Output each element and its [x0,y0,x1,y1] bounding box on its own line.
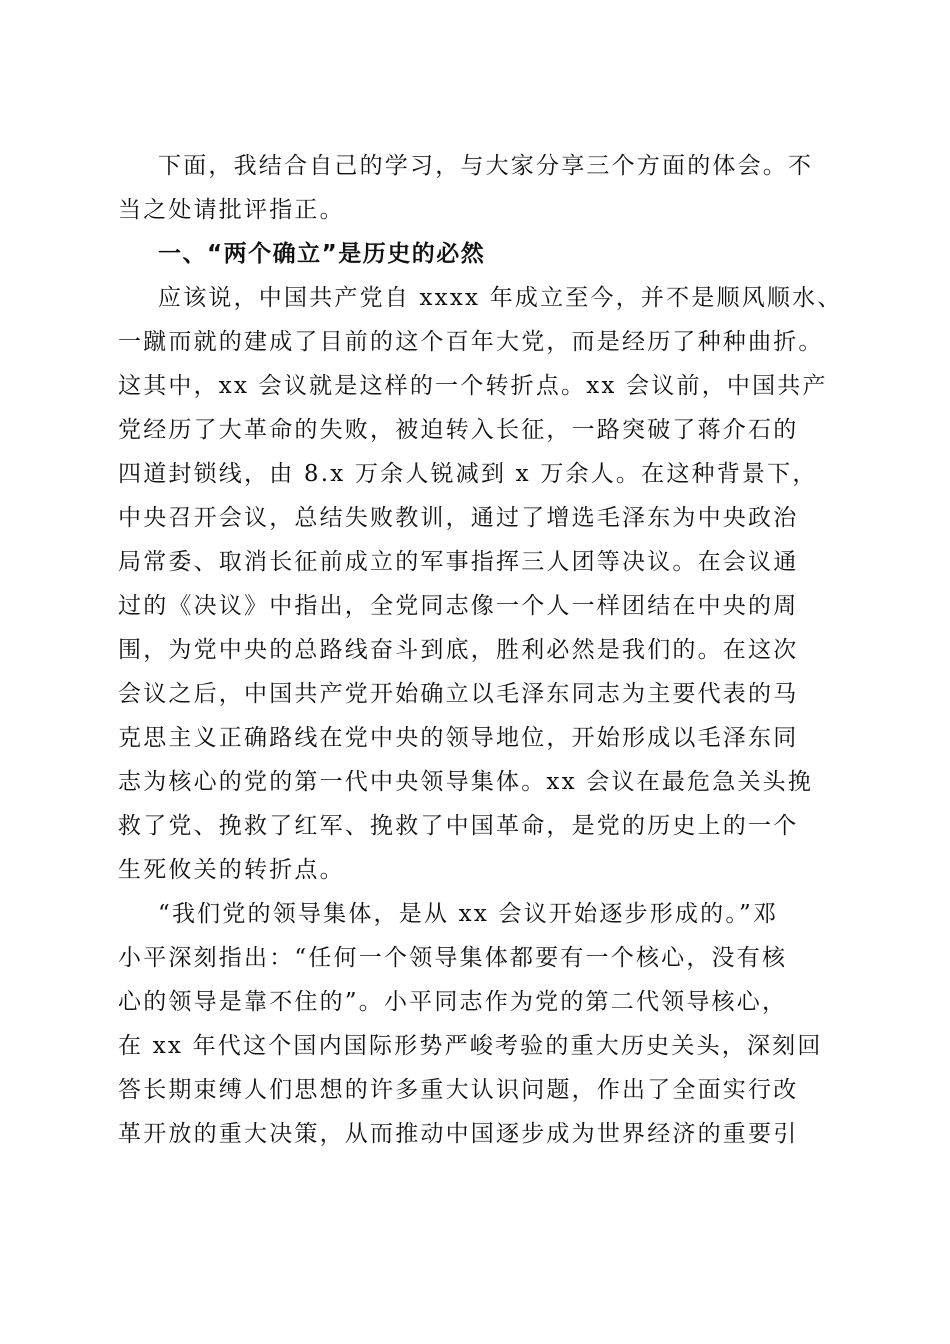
paragraph-line: 心的领导是靠不住的”。小平同志作为党的第二代领导核心， [118,989,788,1015]
paragraph-line: 志为核心的党的第一代中央领导集体。xx 会议在最危急关头挽 [118,769,814,795]
paragraph-line: 克思主义正确路线在党中央的领导地位，开始形成以毛泽东同 [118,725,799,751]
paragraph-line: 中央召开会议，总结失败教训，通过了增选毛泽东为中央政治 [118,505,799,531]
paragraph-line: 答长期束缚人们思想的许多重大认识问题，作出了全面实行改 [118,1077,799,1103]
paragraph-line: 党经历了大革命的失败，被迫转入长征，一路突破了蒋介石的 [118,417,799,443]
paragraph-line: 围，为党中央的总路线奋斗到底，胜利必然是我们的。在这次 [118,637,799,663]
paragraph-line: 救了党、挽救了红军、挽救了中国革命，是党的历史上的一个 [118,813,799,839]
paragraph-line: “我们党的领导集体，是从 xx 会议开始逐步形成的。”邓 [158,901,779,927]
paragraph-line: 这其中，xx 会议就是这样的一个转折点。xx 会议前，中国共产 [118,373,828,399]
paragraph-line: 在 xx 年代这个国内国际形势严峻考验的重大历史关头，深刻回 [118,1033,823,1059]
paragraph-line: 应该说，中国共产党自 xxxx 年成立至今，并不是顺风顺水、 [158,285,843,311]
paragraph-line: 当之处请批评指正。 [118,197,345,223]
paragraph-line: 革开放的重大决策，从而推动中国逐步成为世界经济的重要引 [118,1121,799,1147]
paragraph-line: 小平深刻指出：“任何一个领导集体都要有一个核心，没有核 [118,945,788,971]
paragraph-line: 一蹴而就的建成了目前的这个百年大党，而是经历了种种曲折。 [118,329,824,355]
paragraph-line: 会议之后，中国共产党开始确立以毛泽东同志为主要代表的马 [118,681,799,707]
paragraph-line: 过的《决议》中指出，全党同志像一个人一样团结在中央的周 [118,593,799,619]
paragraph-line: 生死攸关的转折点。 [118,857,345,883]
paragraph-line: 四道封锁线，由 8.x 万余人锐减到 x 万余人。在这种背景下， [118,461,818,487]
paragraph-line: 下面，我结合自己的学习，与大家分享三个方面的体会。不 [158,153,814,179]
section-heading: 一、“两个确立”是历史的必然 [158,241,486,267]
paragraph-line: 局常委、取消长征前成立的军事指挥三人团等决议。在会议通 [118,549,799,575]
